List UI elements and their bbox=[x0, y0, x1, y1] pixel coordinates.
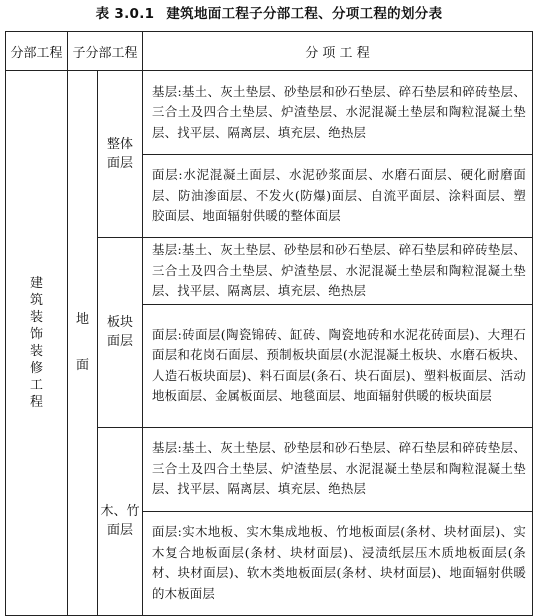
header-subdivision: 子分部工程 bbox=[68, 32, 143, 71]
division-cell bbox=[6, 71, 68, 616]
item-cell: 基层:基土、灰土垫层、砂垫层和砂石垫层、碎石垫层和碎砖垫层、三合土及四合土垫层、炉渣垫层、水泥混凝土垫层和陶粒混凝土垫层、找平层、隔离层、填充层、绝热层 bbox=[143, 71, 533, 155]
subdivision-cell bbox=[68, 71, 98, 616]
table-row bbox=[6, 71, 533, 155]
group-name-line: 木、竹 bbox=[100, 504, 140, 519]
group-name-cell bbox=[98, 238, 143, 428]
group-name-line: 板块 bbox=[107, 315, 134, 331]
item-cell: 基层:基土、灰土垫层、砂垫层和砂石垫层、碎石垫层和碎砖垫层、三合土及四合土垫层、炉渣垫层、水泥混凝土垫层和陶粒混凝土垫层、找平层、隔离层、填充层、绝热层 bbox=[143, 238, 533, 305]
table-title: 建筑地面工程子分部工程、分项工程的划分表 bbox=[166, 6, 443, 22]
header-division: 分部工程 bbox=[6, 32, 68, 71]
table-number: 表 3.0.1 bbox=[95, 6, 155, 22]
table-caption bbox=[0, 2, 538, 22]
subdivision-name: 地面 bbox=[76, 311, 90, 373]
group-name-line: 面层 bbox=[107, 523, 134, 538]
division-name: 建筑装饰装修工程 bbox=[30, 275, 44, 410]
group-name-line: 面层 bbox=[107, 156, 134, 171]
division-table bbox=[5, 31, 533, 616]
item-cell: 基层:基土、灰土垫层、砂垫层和砂石垫层、碎石垫层和碎砖垫层、三合土及四合土垫层、炉渣垫层、水泥混凝土垫层和陶粒混凝土垫层、找平层、隔离层、填充层、绝热层 bbox=[143, 427, 533, 511]
header-items: 分 项 工 程 bbox=[143, 32, 533, 71]
group-name-cell bbox=[98, 71, 143, 238]
group-name-line: 面层 bbox=[107, 334, 134, 350]
group-name-cell bbox=[98, 427, 143, 615]
item-cell: 面层:实木地板、实木集成地板、竹地板面层(条材、块材面层)、实木复合地板面层(条材、块材面层)、浸渍纸层压木质地板面层(条材、块材面层)、软木类地板面层(条材、块材面层)、地面辐射供暖的木板面层 bbox=[143, 511, 533, 615]
item-cell: 面层:砖面层(陶瓷锦砖、缸砖、陶瓷地砖和水泥花砖面层)、大理石面层和花岗石面层、预制板块面层(水泥混凝土板块、水磨石板块、人造石板块面层)、料石面层(条石、块石面层)、塑料板面层、活动地板面层、金属板面层、地毯面层、地面辐射供暖的板块面层 bbox=[143, 304, 533, 427]
group-name-line: 整体 bbox=[107, 137, 134, 152]
item-cell: 面层:水泥混凝土面层、水泥砂浆面层、水磨石面层、硬化耐磨面层、防油渗面层、不发火(防爆)面层、自流平面层、涂料面层、塑胶面层、地面辐射供暖的整体面层 bbox=[143, 155, 533, 238]
header-row bbox=[6, 32, 533, 71]
